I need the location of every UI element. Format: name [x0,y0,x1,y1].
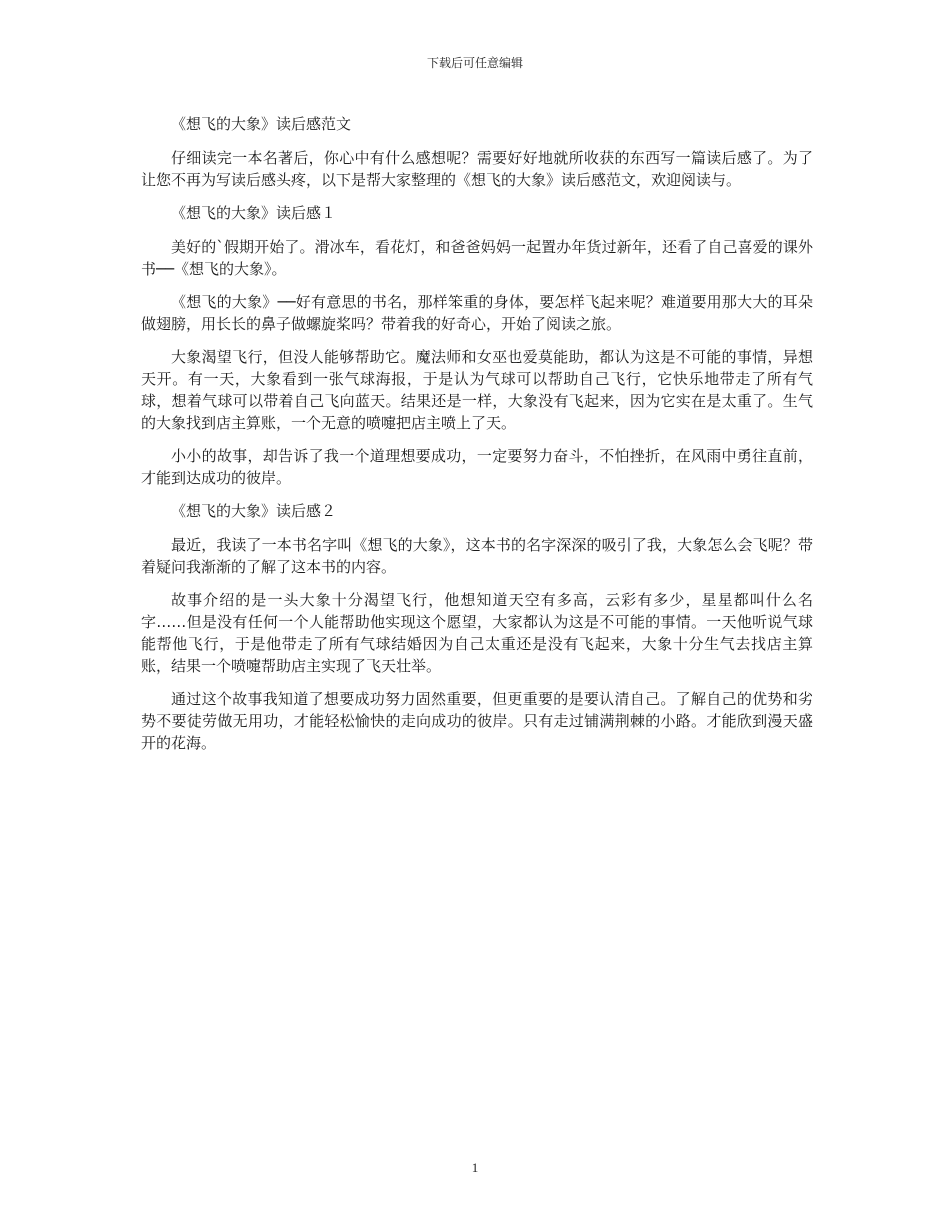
intro-paragraph: 仔细读完一本名著后，你心中有什么感想呢？需要好好地就所收获的东西写一篇读后感了。为了让您不再为写读后感头疼，以下是帮大家整理的《想飞的大象》读后感范文，欢迎阅读与。 [141,149,813,189]
page-number: 1 [471,1160,479,1175]
section-heading-2: 《想飞的大象》读后感２ [171,502,337,520]
section1-paragraph-2: 《想飞的大象》──好有意思的书名，那样笨重的身体，要怎样飞起来呢？难道要用那大大的耳朵做翅膀，用长长的鼻子做螺旋桨吗？带着我的好奇心，开始了阅读之旅。 [141,293,813,333]
section2-paragraph-1: 最近，我读了一本书名字叫《想飞的大象》，这本书的名字深深的吸引了我，大象怎么会飞呢？带着疑问我渐渐的了解了这本书的内容。 [141,536,813,576]
document-body [141,113,813,765]
section1-paragraph-4: 小小的故事，却告诉了我一个道理想要成功，一定要努力奋斗，不怕挫折，在风雨中勇往直前，才能到达成功的彼岸。 [141,447,813,487]
section1-paragraph-1: 美好的`假期开始了。滑冰车，看花灯，和爸爸妈妈一起置办年货过新年，还看了自己喜爱的课外书──《想飞的大象》。 [141,238,813,278]
section-heading-1: 《想飞的大象》读后感１ [171,204,337,222]
section2-paragraph-2: 故事介绍的是一头大象十分渴望飞行，他想知道天空有多高，云彩有多少，星星都叫什么名字……但是没有任何一个人能帮助他实现这个愿望，大家都认为这是不可能的事情。一天他听说气球能帮他飞行，于是他带走了所有气球结婚因为自己太重还是没有飞起来，大象十分生气去找店主算账，结果一个喷嚏帮助店主实现了飞天壮举。 [141,591,813,675]
section1-paragraph-3: 大象渴望飞行，但没人能够帮助它。魔法师和女巫也爱莫能助，都认为这是不可能的事情，异想天开。有一天，大象看到一张气球海报，于是认为气球可以帮助自己飞行，它快乐地带走了所有气球，想着气球可以带着自己飞向蓝天。结果还是一样，大象没有飞起来，因为它实在是太重了。生气的大象找到店主算账，一个无意的喷嚏把店主喷上了天。 [141,348,813,432]
page-header: 下载后可任意编辑 [426,56,523,70]
section2-paragraph-3: 通过这个故事我知道了想要成功努力固然重要，但更重要的是要认清自己。了解自己的优势和劣势不要徒劳做无用功，才能轻松愉快的走向成功的彼岸。只有走过铺满荆棘的小路。才能欣到漫天盛开的花海。 [141,690,813,752]
document-title: 《想飞的大象》读后感范文 [171,115,352,133]
